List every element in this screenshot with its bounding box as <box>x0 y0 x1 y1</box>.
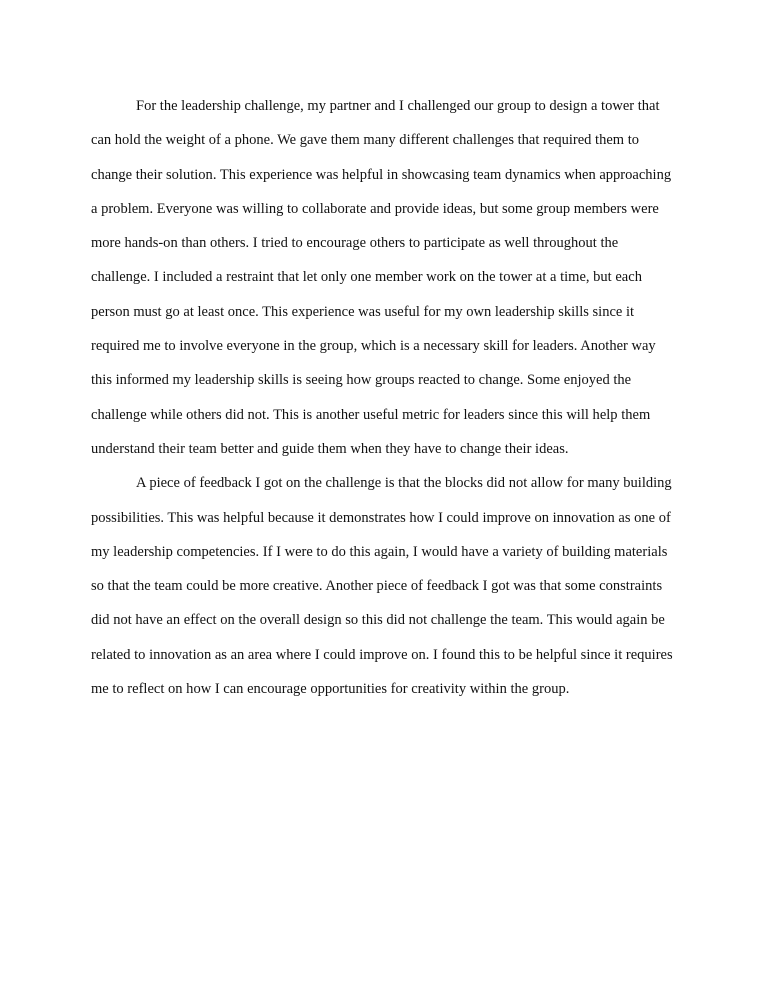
paragraph-1: For the leadership challenge, my partner and I challenged our group to design a tower that can hold the weight of a phone. We gave them many different challenges that required them to change their solution. This experience was helpful in showcasing team dynamics when approaching a problem. Everyone was willing to collaborate and provide ideas, but some group members were more hands-on than others. I tried to encourage others to participate as well throughout the challenge. I included a restraint that let only one member work on the tower at a time, but each person must go at least once. This experience was useful for my own leadership skills since it required me to involve everyone in the group, which is a necessary skill for leaders. Another way this informed my leadership skills is seeing how groups reacted to change. Some enjoyed the challenge while others did not. This is another useful metric for leaders since this will help them understand their team better and guide them when they have to change their ideas. <box>91 98 672 457</box>
paragraph-2: A piece of feedback I got on the challenge is that the blocks did not allow for many building possibilities. This was helpful because it demonstrates how I could improve on innovation as one of my leadership competencies. If I were to do this again, I would have a variety of building materials so that the team could be more creative. Another piece of feedback I got was that some constraints did not have an effect on the overall design so this did not challenge the team. This would again be related to innovation as an area where I could improve on. I found this to be helpful since it requires me to reflect on how I can encourage opportunities for creativity within the group. <box>91 475 673 698</box>
document-body <box>91 89 679 706</box>
